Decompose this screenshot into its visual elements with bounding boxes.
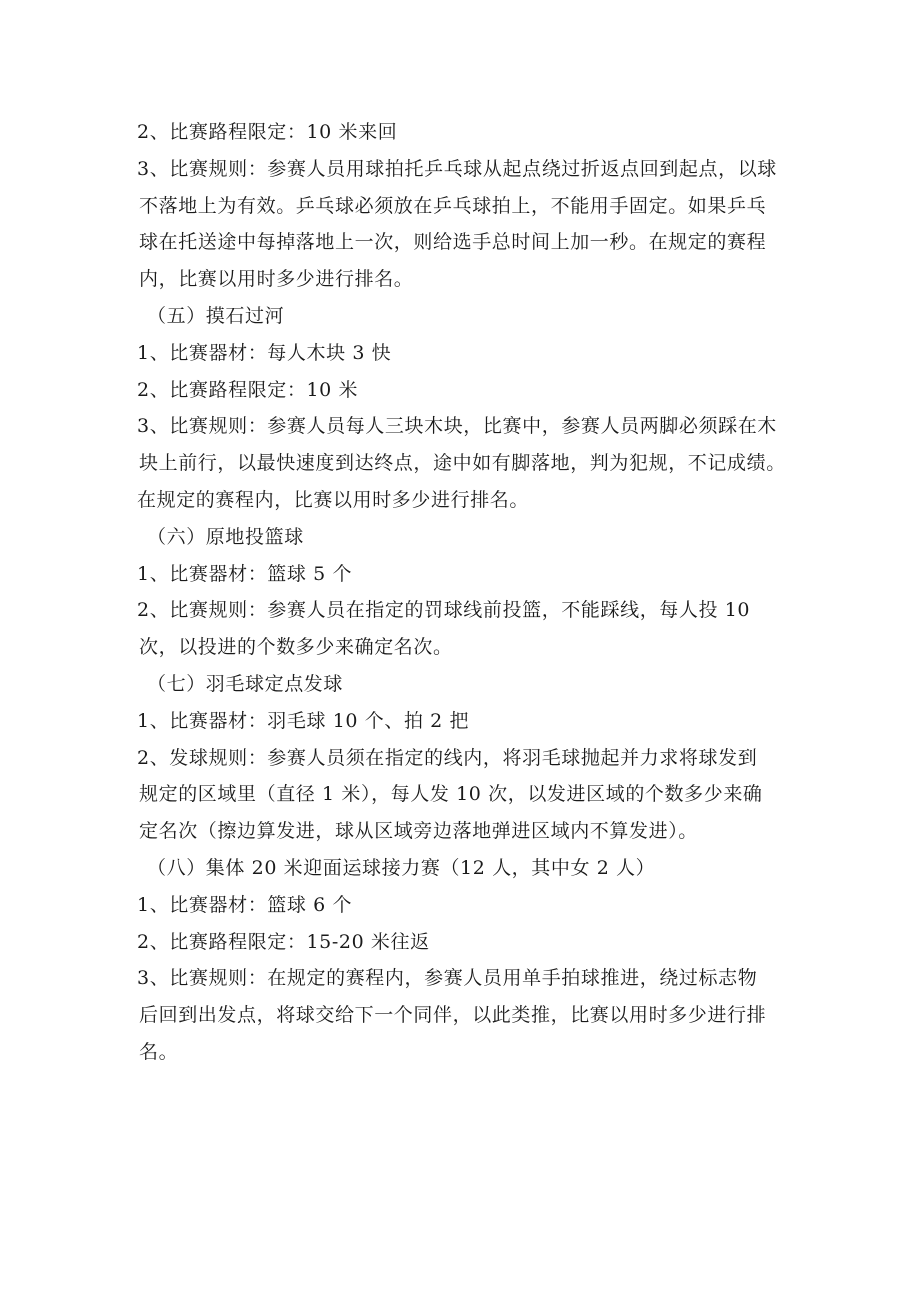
section-heading: （八）集体 20 米迎面运球接力赛（12 人，其中女 2 人）	[147, 856, 656, 879]
section-heading: （七）羽毛球定点发球	[147, 672, 344, 695]
text-line: 3、比赛规则：参赛人员用球拍托乒乓球从起点绕过折返点回到起点，以球	[137, 157, 777, 180]
text-line: 3、比赛规则：参赛人员每人三块木块，比赛中，参赛人员两脚必须踩在木	[137, 415, 777, 438]
text-line: 不落地上为有效。乒乓球必须放在乒乓球拍上，不能用手固定。如果乒乓	[139, 194, 767, 217]
text-line: 1、比赛器材：篮球 6 个	[137, 893, 353, 916]
text-line: 球在托送途中每掉落地上一次，则给选手总时间上加一秒。在规定的赛程	[139, 231, 767, 254]
text-line: 1、比赛器材：羽毛球 10 个、拍 2 把	[137, 709, 470, 732]
text-line: 2、比赛路程限定：15-20 米往返	[137, 930, 430, 953]
text-line: 1、比赛器材：每人木块 3 快	[137, 341, 392, 364]
text-line: 规定的区域里（直径 1 米），每人发 10 次，以发进区域的个数多少来确	[139, 783, 763, 806]
text-line: 名。	[139, 1040, 179, 1063]
text-line: 在规定的赛程内，比赛以用时多少进行排名。	[137, 488, 530, 511]
text-line: 定名次（擦边算发进，球从区域旁边落地弹进区域内不算发进）。	[139, 820, 698, 843]
text-line: 块上前行，以最快速度到达终点，途中如有脚落地，判为犯规，不记成绩。	[139, 452, 786, 475]
text-line: 2、比赛路程限定：10 米	[137, 378, 359, 401]
text-line: 2、比赛路程限定：10 米来回	[137, 121, 398, 143]
text-line: 后回到出发点，将球交给下一个同伴，以此类推，比赛以用时多少进行排	[139, 1004, 767, 1027]
document-body	[137, 114, 817, 1071]
section-heading: （六）原地投篮球	[147, 525, 304, 548]
section-heading: （五）摸石过河	[147, 304, 285, 327]
text-line: 内，比赛以用时多少进行排名。	[139, 268, 414, 291]
text-line: 3、比赛规则：在规定的赛程内，参赛人员用单手拍球推进，绕过标志物	[137, 967, 758, 990]
text-line: 2、发球规则：参赛人员须在指定的线内，将羽毛球抛起并力求将球发到	[137, 746, 758, 769]
text-line: 2、比赛规则：参赛人员在指定的罚球线前投篮，不能踩线，每人投 10	[137, 599, 751, 622]
text-line: 次，以投进的个数多少来确定名次。	[139, 636, 453, 659]
text-line: 1、比赛器材：篮球 5 个	[137, 562, 353, 585]
